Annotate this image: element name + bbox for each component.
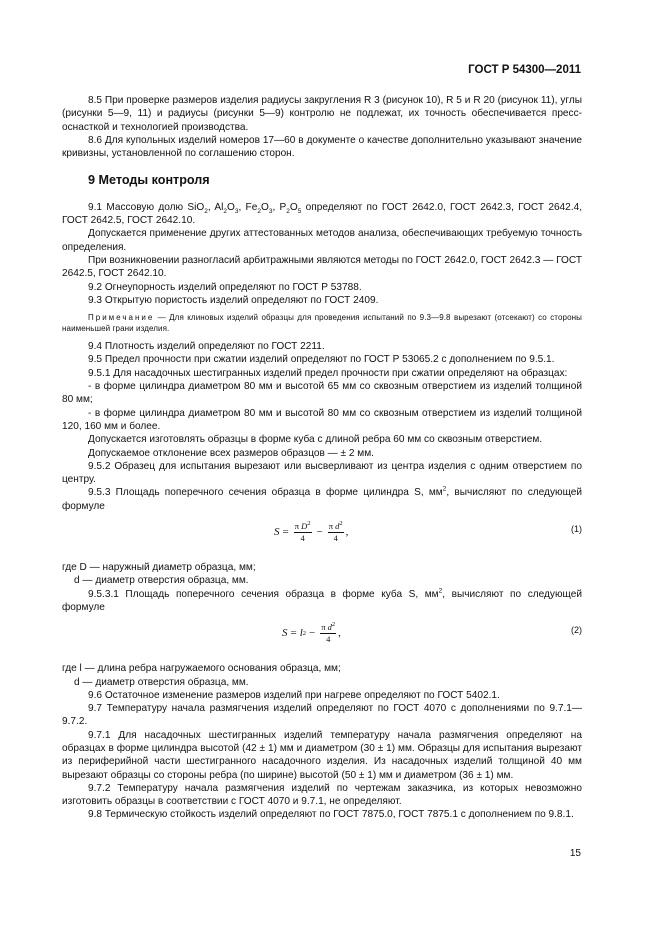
clause-9-5-1-d: Допускаемое отклонение всех размеров образцов — ± 2 мм. bbox=[88, 447, 374, 459]
clause-9-8: 9.8 Термическую стойкость изделий определяют по ГОСТ 7875.0, ГОСТ 7875.1 с дополнением по 9.8.1. bbox=[88, 809, 574, 821]
formula-1: S = $\frac{\pi D^2}{4}$ − $\frac{\pi d^2}{4}$ , (1) bbox=[274, 520, 582, 544]
clause-9-5-1-a: - в форме цилиндра диаметром 80 мм и высотой 65 мм со сквозным отверстием из изделий толщиной 80 мм; bbox=[62, 381, 582, 406]
where-d: d — диаметр отверстия образца, мм. bbox=[74, 575, 249, 587]
formula-1-number: (1) bbox=[571, 524, 582, 535]
section-title: 9 Методы контроля bbox=[88, 173, 210, 188]
clause-9-5: 9.5 Предел прочности при сжатии изделий определяют по ГОСТ Р 53065.2 с дополнением по 9.5.1. bbox=[88, 354, 555, 366]
note bbox=[62, 312, 582, 334]
clause-9-5-1-b: - в форме цилиндра диаметром 80 мм и высотой 80 мм со сквозным отверстием из изделий толщиной 120, 160 мм и более. bbox=[62, 407, 582, 432]
document-body bbox=[62, 94, 582, 822]
clause-8-6: 8.6 Для купольных изделий номеров 17—60 в документе о качестве дополнительно указывают значение кривизны, установленной по соглашению сторон. bbox=[62, 134, 582, 160]
clause-9-5-1-c: Допускается изготовлять образцы в форме куба с длиной ребра 60 мм со сквозным отверстием. bbox=[88, 434, 543, 446]
clause-9-1: 9.1 Массовую долю SiO$_2$, $Al_2O_3$, $Fe_2O_3$, $P_2O_5$ определяют по ГОСТ 2642.0, ГОСТ 2642.3, ГОСТ 2642.4, ГОСТ 2642.5, ГОСТ 2642.10. bbox=[62, 201, 583, 227]
formula-2: S = l 2 − $\frac{\pi d^2}{4}$ , (2) bbox=[282, 621, 582, 645]
formula-2-number: (2) bbox=[571, 625, 582, 636]
page-number: 15 bbox=[569, 848, 581, 859]
clause-9-7-1: 9.7.1 Для насадочных шестигранных изделий температуру начала размягчения определяют на образцах в форме цилиндра высотой (42 ± 1) мм и диаметром (30 ± 1) мм. Образцы для испытания вырезают из периферийной части шестигранного насадочного изделия. Из насадочных изделий толщиной 40 мм вырезают образцы со стороны ребра (по ширине) высотой (50 ± 1) мм и диаметром (36 ± 1) мм. bbox=[62, 729, 582, 781]
clause-9-2: 9.2 Огнеупорность изделий определяют по ГОСТ Р 53788. bbox=[88, 281, 362, 293]
document-header: ГОСТ Р 54300—2011 bbox=[468, 64, 581, 76]
clause-9-7: 9.7 Температуру начала размягчения изделий определяют по ГОСТ 4070 с дополнениями по 9.7.1—9.7.2. bbox=[62, 703, 582, 728]
where-d-2: d — диаметр отверстия образца, мм. bbox=[74, 676, 249, 688]
note-label: Примечание bbox=[88, 313, 155, 323]
clause-9-5-2: 9.5.2 Образец для испытания вырезают или высверливают из центра изделия с одним отверстием по центру. bbox=[62, 460, 582, 486]
note-text: — Для клиновых изделий образцы для проведения испытаний по 9.3—9.8 вырезают (отсекают) со стороны наименьшей грани изделия. bbox=[62, 313, 582, 334]
clause-9-1-b: Допускается применение других аттестованных методов анализа, обеспечивающих требуемую точность определения. bbox=[62, 228, 582, 253]
clause-9-5-3-1: 9.5.3.1 Площадь поперечного сечения образца в форме куба S, $мм^2$, вычисляют по следующей формуле bbox=[62, 587, 582, 613]
where-D: где D — наружный диаметр образца, мм; bbox=[62, 562, 256, 574]
where-l: где l — длина ребра нагружаемого основания образца, мм; bbox=[62, 663, 341, 675]
clause-9-7-2: 9.7.2 Температуру начала размягчения изделий по чертежам заказчика, из которых невозможно изготовить образцы в соответствии с ГОСТ 4070 и 9.7.1, не определяют. bbox=[62, 782, 582, 808]
clause-9-4: 9.4 Плотность изделий определяют по ГОСТ 2211. bbox=[88, 341, 325, 353]
clause-9-3: 9.3 Открытую пористость изделий определяют по ГОСТ 2409. bbox=[88, 294, 379, 306]
clause-8-5: 8.5 При проверке размеров изделия радиусы закругления R 3 (рисунок 10), R 5 и R 20 (рисунок 11), углы (рисунки 5—9, 11) и радиусы (рисунки 5—9) контролю не подлежат, их точность обеспечивается пресс-оснасткой и технологией производства. bbox=[62, 95, 582, 133]
clause-9-5-3: 9.5.3 Площадь поперечного сечения образца в форме цилиндра S, $мм^2$, вычисляют по следующей формуле bbox=[62, 486, 583, 512]
clause-9-1-c: При возникновении разногласий арбитражными являются методы по ГОСТ 2642.0, ГОСТ 2642.3 — ГОСТ 2642.5, ГОСТ 2642.10. bbox=[62, 254, 582, 280]
clause-9-5-1: 9.5.1 Для насадочных шестигранных изделий предел прочности при сжатии определяют на образцах: bbox=[88, 367, 568, 379]
clause-9-6: 9.6 Остаточное изменение размеров изделий при нагреве определяют по ГОСТ 5402.1. bbox=[88, 689, 500, 701]
